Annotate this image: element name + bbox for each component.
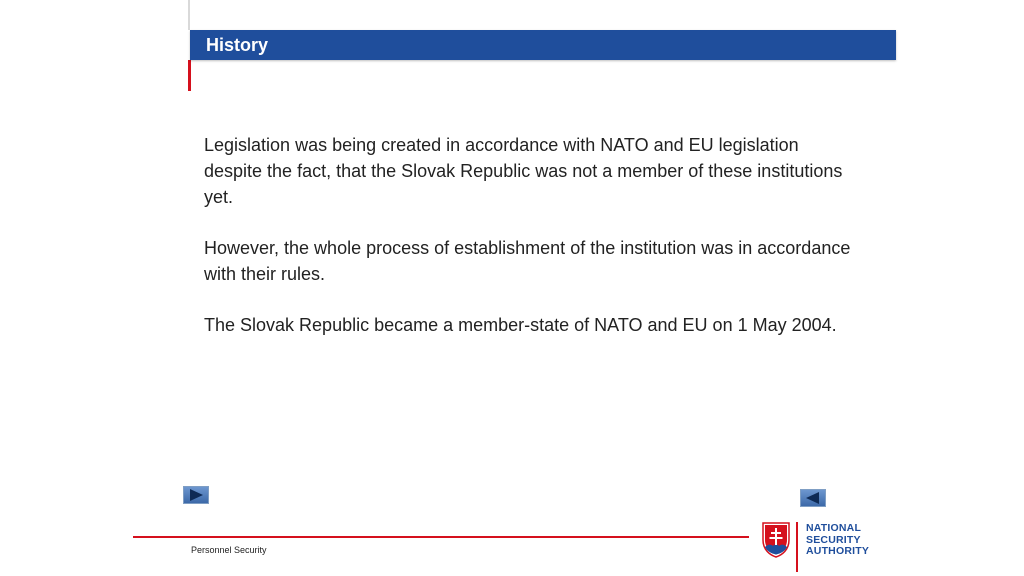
title-bar	[190, 30, 896, 60]
logo-line-1: NATIONAL	[806, 522, 862, 534]
play-left-icon	[801, 490, 825, 506]
left-vertical-rule	[188, 0, 190, 30]
paragraph-2: However, the whole process of establishment of the institution was in accordance with their rules.	[204, 238, 851, 284]
slovak-coat-of-arms-icon	[762, 522, 790, 558]
content-area	[204, 132, 854, 363]
paragraph-3: The Slovak Republic became a member-state of NATO and EU on 1 May 2004.	[204, 315, 837, 335]
page-title: History	[206, 35, 269, 55]
footer-label: Personnel Security	[191, 545, 267, 555]
previous-slide-button[interactable]	[800, 489, 826, 507]
left-red-accent	[188, 60, 191, 91]
logo-divider	[796, 522, 798, 572]
paragraph-1: Legislation was being created in accordance with NATO and EU legislation despite the fact, that the Slovak Republic was not a member of these institutions yet.	[204, 135, 843, 207]
play-right-icon	[184, 487, 208, 503]
agency-logo-text	[806, 523, 869, 558]
logo-line-2: SECURITY	[806, 533, 861, 546]
footer-rule	[133, 536, 749, 538]
logo-line-3: AUTHORITY	[806, 545, 870, 557]
next-slide-button[interactable]	[183, 486, 209, 504]
